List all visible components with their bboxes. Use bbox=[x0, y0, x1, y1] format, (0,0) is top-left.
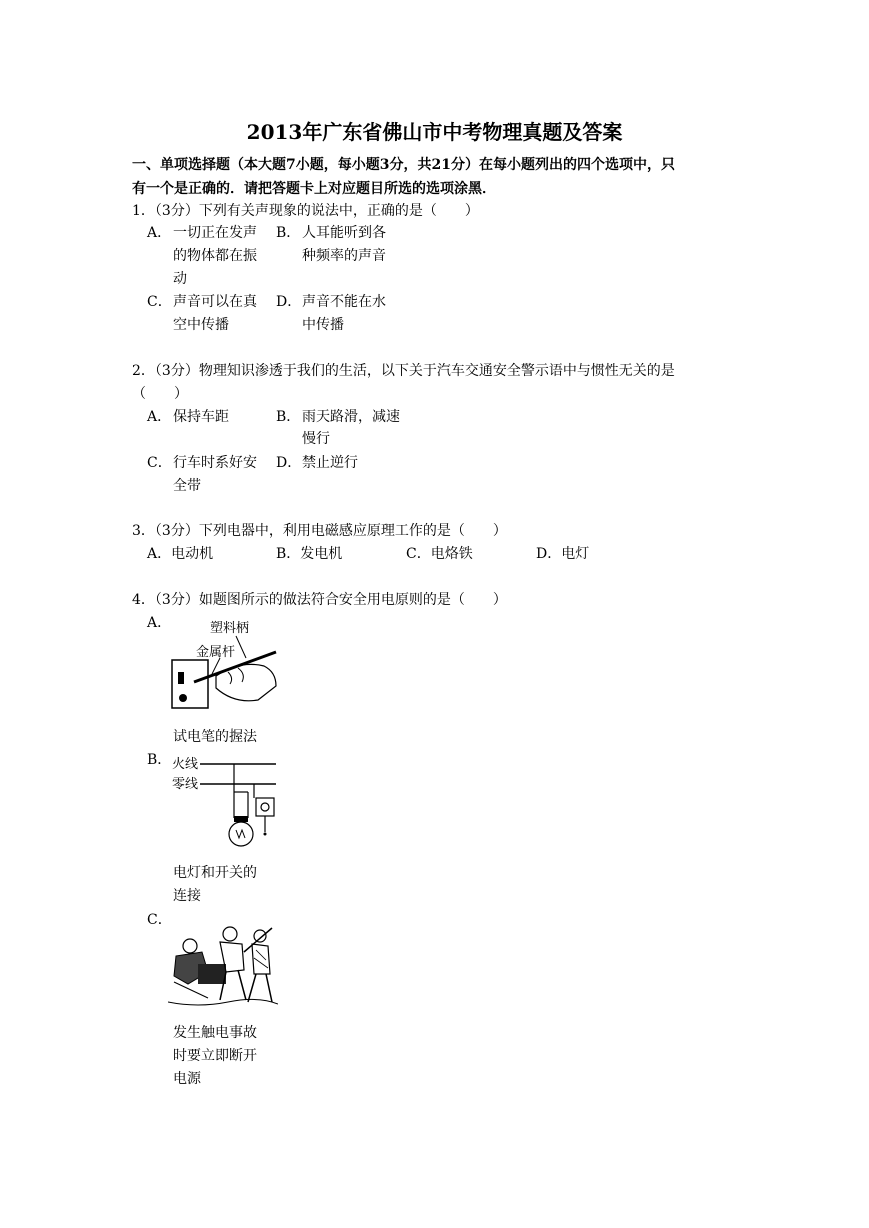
q1-option-d-line1: 声音不能在水 bbox=[302, 294, 386, 310]
q2-stem-line2: （ ） bbox=[132, 386, 188, 402]
plastic-handle-label: 塑料柄 bbox=[210, 621, 250, 636]
q4-option-c-caption-line3: 电源 bbox=[173, 1071, 201, 1087]
section-heading-line2: 有一个是正确的．请把答题卡上对应题目所选的选项涂黑． bbox=[132, 181, 496, 197]
q1-option-b-line1: 人耳能听到各 bbox=[302, 225, 386, 241]
q1-option-b-line2: 种频率的声音 bbox=[302, 248, 386, 264]
metal-rod-label: 金属杆 bbox=[196, 645, 236, 660]
q2-option-d-line1: 禁止逆行 bbox=[302, 455, 358, 471]
test-pen-grip-figure bbox=[168, 616, 278, 716]
q3-option-a: A．电动机 bbox=[147, 546, 214, 562]
q2-option-a-line1: 保持车距 bbox=[173, 409, 229, 425]
q1-option-d-line2: 中传播 bbox=[302, 317, 344, 333]
q2-option-b-line1: 雨天路滑，减速 bbox=[302, 409, 400, 425]
q1-option-c-letter: C． bbox=[147, 294, 172, 310]
q1-option-c-line1: 声音可以在真 bbox=[173, 294, 257, 310]
q1-option-a-line2: 的物体都在振 bbox=[173, 248, 257, 264]
q1-stem: 1．（3分）下列有关声现象的说法中，正确的是（ ） bbox=[132, 203, 479, 219]
q2-option-c-letter: C． bbox=[147, 455, 172, 471]
q2-option-d-letter: D． bbox=[276, 455, 302, 471]
q2-stem-line1: 2．（3分）物理知识渗透于我们的生活，以下关于汽车交通安全警示语中与惯性无关的是 bbox=[132, 363, 675, 379]
electric-shock-rescue-figure bbox=[168, 922, 278, 1010]
q1-option-a-line3: 动 bbox=[173, 271, 187, 287]
q4-option-c-caption-line1: 发生触电事故 bbox=[173, 1025, 257, 1041]
q1-option-d-letter: D． bbox=[276, 294, 302, 310]
page-title: 2013年广东省佛山市中考物理真题及答案 bbox=[246, 120, 623, 144]
q2-option-c-line1: 行车时系好安 bbox=[173, 455, 257, 471]
q2-option-b-letter: B． bbox=[276, 409, 301, 425]
neutral-wire-label: 零线 bbox=[172, 777, 199, 792]
q2-option-a-letter: A． bbox=[147, 409, 172, 425]
lamp-switch-wiring-figure bbox=[168, 752, 278, 850]
q3-option-c: C．电烙铁 bbox=[406, 546, 473, 562]
q4-option-a-letter: A． bbox=[147, 615, 172, 631]
q4-option-b-letter: B． bbox=[147, 752, 172, 768]
q1-option-a-letter: A． bbox=[147, 225, 172, 241]
q4-option-a-caption: 试电笔的握法 bbox=[173, 729, 257, 745]
section-heading-line1: 一、单项选择题（本大题7小题，每小题3分，共21分）在每小题列出的四个选项中，只 bbox=[132, 157, 675, 173]
q1-option-c-line2: 空中传播 bbox=[173, 317, 229, 333]
q3-stem: 3．（3分）下列电器中，利用电磁感应原理工作的是（ ） bbox=[132, 523, 507, 539]
q4-option-b-caption-line2: 连接 bbox=[173, 888, 201, 904]
q2-option-b-line2: 慢行 bbox=[302, 431, 330, 447]
live-wire-label: 火线 bbox=[172, 757, 199, 772]
q4-option-c-caption-line2: 时要立即断开 bbox=[173, 1048, 257, 1064]
q1-option-b-letter: B． bbox=[276, 225, 301, 241]
q3-option-d: D．电灯 bbox=[536, 546, 590, 562]
q2-option-c-line2: 全带 bbox=[173, 478, 201, 494]
q3-option-b: B．发电机 bbox=[276, 546, 343, 562]
q1-option-a-line1: 一切正在发声 bbox=[173, 225, 257, 241]
q4-option-c-letter: C． bbox=[147, 912, 172, 928]
q4-option-b-caption-line1: 电灯和开关的 bbox=[173, 865, 257, 881]
q4-stem: 4．（3分）如题图所示的做法符合安全用电原则的是（ ） bbox=[132, 592, 507, 608]
